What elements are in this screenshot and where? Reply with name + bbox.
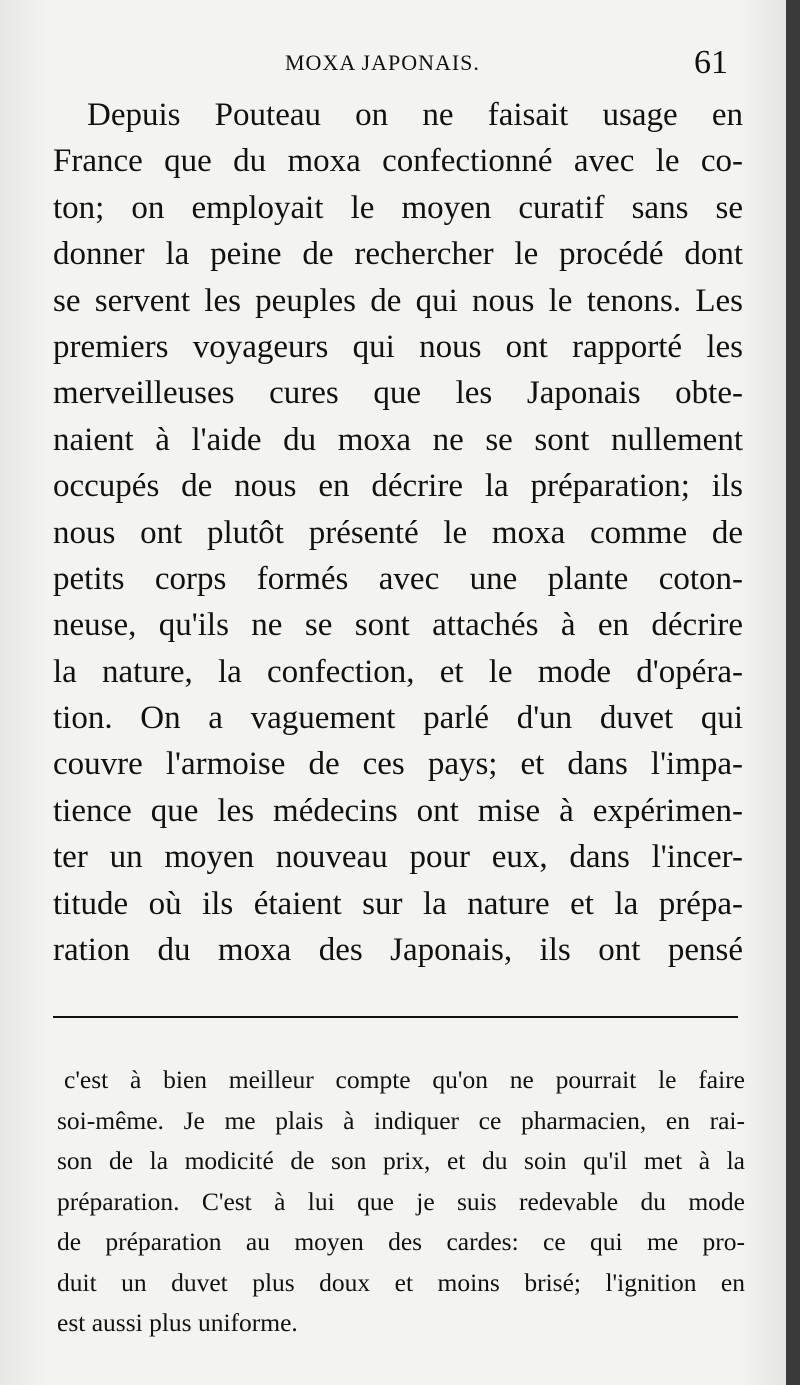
text-line: la nature, la confection, et le mode d'opéra-: [53, 653, 743, 690]
text-line: petits corps formés avec une plante coton-: [53, 560, 743, 597]
footnote-line: soi-même. Je me plais à indiquer ce pharmacien, en rai-: [57, 1105, 745, 1135]
footnote-line: duit un duvet plus doux et moins brisé; l'ignition en: [57, 1267, 745, 1297]
text-line: tience que les médecins ont mise à expérimen-: [53, 792, 743, 829]
text-line: titude où ils étaient sur la nature et la prépa-: [53, 885, 743, 922]
text-line: couvre l'armoise de ces pays; et dans l'impa-: [53, 746, 743, 783]
text-line: ton; on employait le moyen curatif sans se: [53, 189, 743, 226]
text-line: premiers voyageurs qui nous ont rapporté les: [53, 328, 743, 365]
text-line: ration du moxa des Japonais, ils ont pensé: [53, 932, 743, 969]
text-line: merveilleuses cures que les Japonais obte-: [53, 375, 743, 412]
text-line: neuse, qu'ils ne se sont attachés à en décrire: [53, 607, 743, 644]
main-text-block: [53, 92, 743, 973]
text-line: donner la peine de rechercher le procédé dont: [53, 236, 743, 273]
page-header: [0, 44, 786, 84]
footnote-line: est aussi plus uniforme.: [57, 1308, 298, 1337]
running-head: MOXA JAPONAIS.: [285, 50, 480, 75]
text-line: occupés de nous en décrire la préparation; ils: [53, 468, 743, 505]
text-line: se servent les peuples de qui nous le tenons. Les: [53, 282, 743, 319]
footnote-line: de préparation au moyen des cardes: ce qui me pro-: [57, 1227, 745, 1256]
text-line: ter un moyen nouveau pour eux, dans l'incer-: [53, 839, 743, 876]
text-line: naient à l'aide du moxa ne se sont nullement: [53, 421, 743, 458]
text-line: nous ont plutôt présenté le moxa comme de: [53, 514, 743, 551]
footnote-line: son de la modicité de son prix, et du soin qu'il met à la: [57, 1146, 745, 1175]
text-line: tion. On a vaguement parlé d'un duvet qui: [53, 700, 743, 737]
text-line: France que du moxa confectionné avec le co-: [53, 143, 743, 180]
footnote-block: [57, 1060, 745, 1344]
text-line: Depuis Pouteau on ne faisait usage en: [87, 97, 743, 133]
page-number: 61: [694, 44, 728, 81]
footnote-divider: [53, 1016, 738, 1018]
footnote-line: préparation. C'est à lui que je suis redevable du mode: [57, 1186, 745, 1216]
footnote-line: c'est à bien meilleur compte qu'on ne pourrait le faire: [64, 1065, 745, 1094]
